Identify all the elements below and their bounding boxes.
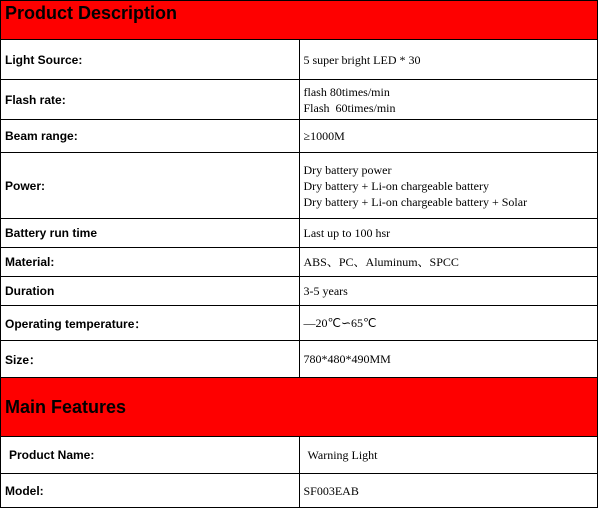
table-row xyxy=(1,40,598,80)
row-value: 3-5 years xyxy=(299,277,598,306)
row-label: Duration xyxy=(1,277,300,306)
row-value: —20℃∽65℃ xyxy=(299,306,598,341)
table-row xyxy=(1,437,598,474)
row-label: Material: xyxy=(1,248,300,277)
table-row xyxy=(1,341,598,378)
row-label: Flash rate: xyxy=(1,80,300,120)
table-row xyxy=(1,120,598,153)
table-row xyxy=(1,248,598,277)
row-value: Dry battery power Dry battery + Li-on chargeable battery Dry battery + Li-on chargeable battery + Solar xyxy=(299,153,598,219)
section-header-description xyxy=(1,1,598,40)
row-label: Power: xyxy=(1,153,300,219)
row-label: Battery run time xyxy=(1,219,300,248)
row-label: Size： xyxy=(1,341,300,378)
table-row xyxy=(1,153,598,219)
section-title: Product Description xyxy=(1,1,598,40)
row-label: Product Name: xyxy=(1,437,300,474)
table-row xyxy=(1,219,598,248)
row-value: SF003EAB xyxy=(299,474,598,508)
row-value: 5 super bright LED * 30 xyxy=(299,40,598,80)
table-row xyxy=(1,474,598,508)
row-label: Beam range: xyxy=(1,120,300,153)
table-row xyxy=(1,277,598,306)
row-value: flash 80times/min Flash 60times/min xyxy=(299,80,598,120)
section-header-features xyxy=(1,378,598,437)
table-row xyxy=(1,80,598,120)
row-value: 780*480*490MM xyxy=(299,341,598,378)
row-value: ABS、PC、Aluminum、SPCC xyxy=(299,248,598,277)
row-value: ≥1000M xyxy=(299,120,598,153)
row-label: Model: xyxy=(1,474,300,508)
row-value: Last up to 100 hsr xyxy=(299,219,598,248)
row-value: Warning Light xyxy=(299,437,598,474)
section-title: Main Features xyxy=(1,378,598,437)
row-label: Light Source: xyxy=(1,40,300,80)
table-row xyxy=(1,306,598,341)
row-label: Operating temperature： xyxy=(1,306,300,341)
